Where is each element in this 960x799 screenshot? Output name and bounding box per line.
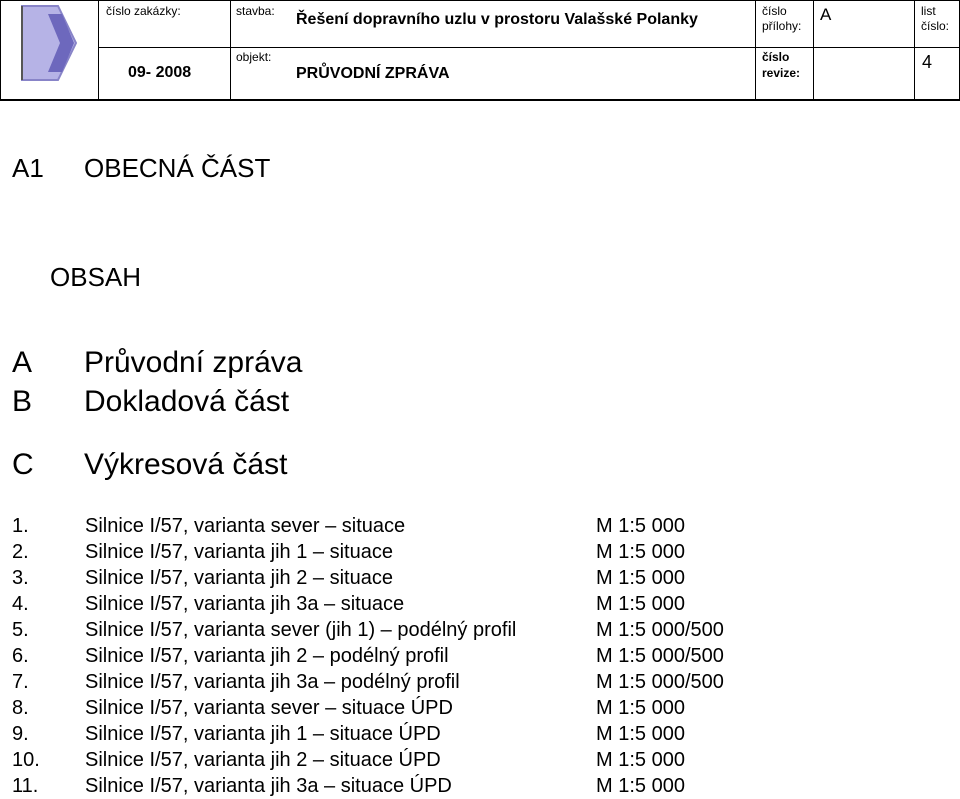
item-number: 5. — [12, 619, 29, 641]
attachment-number-label-1: číslo — [762, 4, 787, 18]
order-number-label: číslo zakázky: — [106, 4, 181, 18]
item-description: Silnice I/57, varianta jih 3a – situace ÚPD — [85, 775, 452, 797]
item-description: Silnice I/57, varianta jih 2 – podélný profil — [85, 645, 449, 667]
item-scale: M 1:5 000 — [596, 697, 685, 719]
item-scale: M 1:5 000 — [596, 567, 685, 589]
item-number: 6. — [12, 645, 29, 667]
item-number: 7. — [12, 671, 29, 693]
contents-section-c — [12, 448, 287, 482]
section-code: A1 — [12, 153, 44, 183]
revision-number-label-1: číslo — [762, 50, 790, 64]
contents-section-a — [12, 346, 302, 380]
list-item — [12, 565, 952, 591]
item-description: Silnice I/57, varianta sever (jih 1) – podélný profil — [85, 619, 517, 641]
title-block — [0, 0, 960, 100]
item-number: 3. — [12, 567, 29, 589]
list-item — [12, 747, 952, 773]
contents-section-b — [12, 385, 289, 419]
item-scale: M 1:5 000 — [596, 515, 685, 537]
item-number: 9. — [12, 723, 29, 745]
item-description: Silnice I/57, varianta jih 2 – situace ÚPD — [85, 749, 441, 771]
sheet-number-label-1: list — [921, 4, 936, 18]
title-block-divider-4 — [813, 0, 814, 100]
section-title: OBECNÁ ČÁST — [84, 153, 271, 183]
attachment-number-value: A — [820, 5, 832, 24]
item-description: Silnice I/57, varianta sever – situace ÚPD — [85, 697, 453, 719]
title-block-mid-border — [98, 47, 960, 48]
title-block-left-border — [0, 0, 1, 100]
item-description: Silnice I/57, varianta jih 2 – situace — [85, 567, 393, 589]
list-item — [12, 773, 952, 799]
item-number: 11. — [12, 775, 39, 797]
section-letter: A — [12, 346, 33, 379]
item-scale: M 1:5 000 — [596, 541, 685, 563]
list-item — [12, 643, 952, 669]
section-name: Dokladová část — [84, 385, 290, 418]
attachment-number-label-2: přílohy: — [762, 19, 802, 33]
section-letter: B — [12, 385, 33, 418]
company-logo — [18, 4, 82, 82]
list-item — [12, 539, 952, 565]
item-description: Silnice I/57, varianta jih 3a – situace — [85, 593, 405, 615]
item-number: 8. — [12, 697, 29, 719]
list-item — [12, 695, 952, 721]
section-name: Průvodní zpráva — [84, 346, 303, 379]
list-item — [12, 513, 952, 539]
item-scale: M 1:5 000/500 — [596, 645, 724, 667]
title-block-divider-1 — [98, 0, 99, 100]
title-block-divider-5 — [914, 0, 915, 100]
object-value: PRŮVODNÍ ZPRÁVA — [296, 65, 450, 82]
contents-title: OBSAH — [50, 262, 142, 292]
item-number: 4. — [12, 593, 29, 615]
item-scale: M 1:5 000/500 — [596, 619, 724, 641]
section-name: Výkresová část — [84, 448, 288, 481]
item-scale: M 1:5 000 — [596, 723, 685, 745]
order-number-value: 09- 2008 — [128, 64, 192, 81]
list-item — [12, 721, 952, 747]
item-scale: M 1:5 000 — [596, 749, 685, 771]
item-description: Silnice I/57, varianta jih 3a – podélný profil — [85, 671, 460, 693]
item-scale: M 1:5 000 — [596, 593, 685, 615]
sheet-number-label-2: číslo: — [921, 19, 950, 33]
item-description: Silnice I/57, varianta jih 1 – situace — [85, 541, 393, 563]
list-item — [12, 669, 952, 695]
drawings-list — [12, 513, 952, 799]
item-number: 10. — [12, 749, 40, 771]
sheet-number-value: 4 — [922, 52, 933, 72]
revision-number-label-2: revize: — [762, 66, 801, 80]
list-item — [12, 617, 952, 643]
object-label: objekt: — [236, 50, 272, 64]
item-scale: M 1:5 000/500 — [596, 671, 724, 693]
title-block-divider-3 — [755, 0, 756, 100]
title-block-top-border — [0, 0, 960, 1]
title-block-bottom-border — [0, 99, 960, 101]
item-number: 1. — [12, 515, 29, 537]
title-block-divider-2 — [230, 0, 231, 100]
section-heading — [12, 153, 270, 184]
construction-value: Řešení dopravního uzlu v prostoru Valašské Polanky — [296, 11, 698, 28]
item-number: 2. — [12, 541, 29, 563]
item-description: Silnice I/57, varianta sever – situace — [85, 515, 406, 537]
list-item — [12, 591, 952, 617]
item-description: Silnice I/57, varianta jih 1 – situace ÚPD — [85, 723, 441, 745]
section-letter: C — [12, 448, 34, 481]
construction-label: stavba: — [236, 4, 275, 18]
item-scale: M 1:5 000 — [596, 775, 685, 797]
